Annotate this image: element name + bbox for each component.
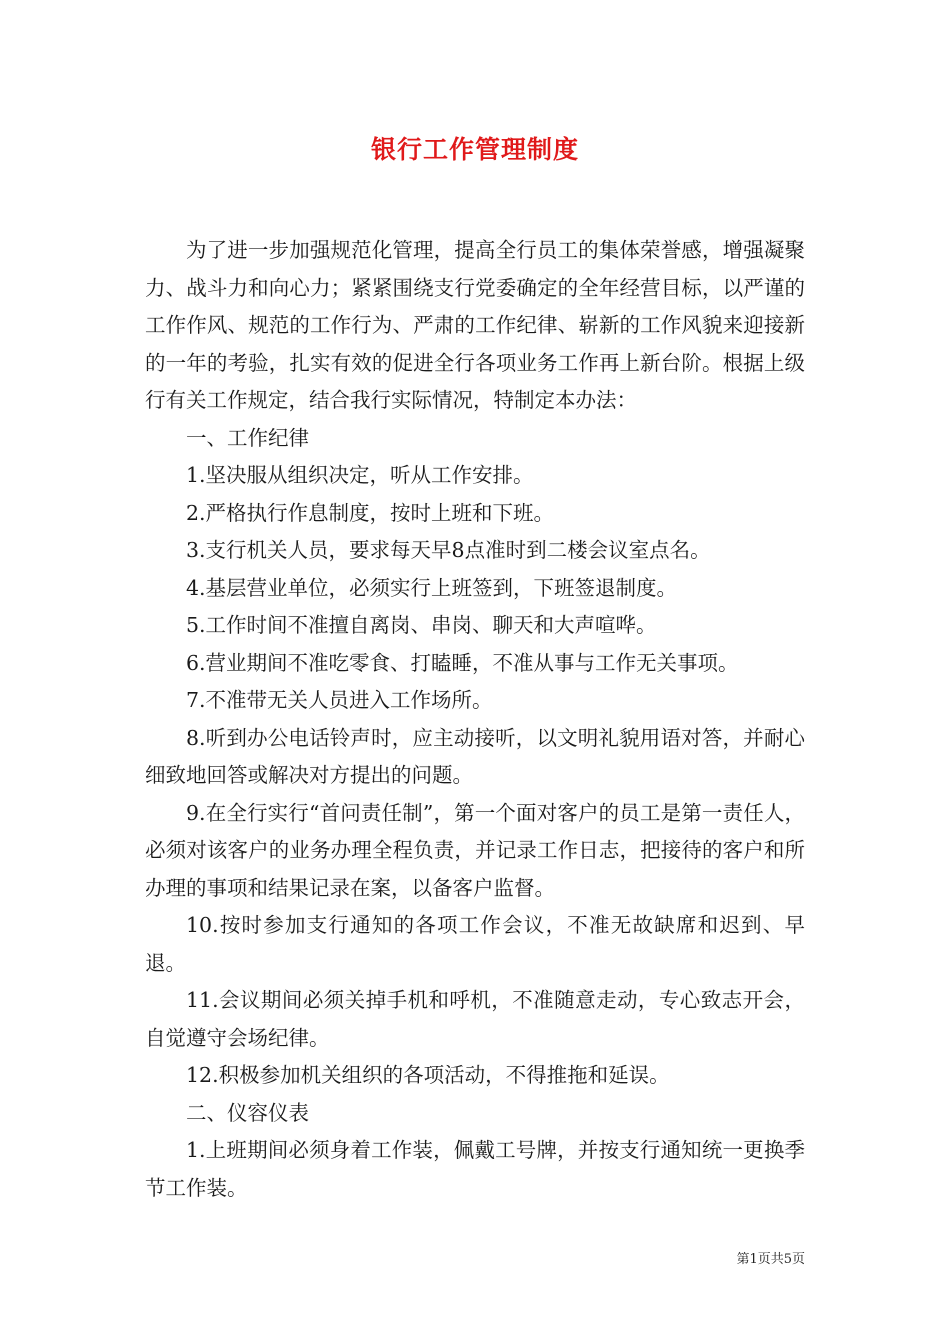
rule-item: 1.上班期间必须身着工作装，佩戴工号牌，并按支行通知统一更换季节工作装。 — [145, 1138, 805, 1200]
page-footer: 第1页共5页 — [736, 1252, 805, 1267]
rule-item: 5.工作时间不准擅自离岗、串岗、聊天和大声喧哗。 — [186, 613, 657, 637]
rule-item: 9.在全行实行“首问责任制”，第一个面对客户的员工是第一责任人，必须对该客户的业务办理全程负责，并记录工作日志，把接待的客户和所办理的事项和结果记录在案，以备客户监督。 — [145, 800, 805, 900]
rule-item: 4.基层营业单位，必须实行上班签到，下班签退制度。 — [186, 575, 678, 600]
rule-item: 1.坚决服从组织决定，听从工作安排。 — [186, 463, 534, 487]
rule-item: 8.听到办公电话铃声时，应主动接听，以文明礼貌用语对答，并耐心细致地回答或解决对方提出的问题。 — [145, 725, 805, 787]
document-body — [145, 232, 805, 1207]
rule-item: 2.严格执行作息制度，按时上班和下班。 — [186, 500, 555, 525]
section-heading-appearance: 二、仪容仪表 — [186, 1100, 309, 1125]
rule-item: 10.按时参加支行通知的各项工作会议，不准无故缺席和迟到、早退。 — [145, 913, 805, 975]
rule-item: 12.积极参加机关组织的各项活动，不得推拖和延误。 — [186, 1063, 670, 1087]
page-title: 银行工作管理制度 — [370, 135, 579, 164]
rule-item: 11.会议期间必须关掉手机和呼机，不准随意走动，专心致志开会，自觉遵守会场纪律。 — [145, 988, 805, 1050]
rule-item: 6.营业期间不准吃零食、打瞌睡，不准从事与工作无关事项。 — [186, 650, 739, 675]
rule-item: 7.不准带无关人员进入工作场所。 — [186, 688, 493, 712]
section-heading-work-discipline: 一、工作纪律 — [186, 425, 309, 450]
intro-paragraph: 为了进一步加强规范化管理，提高全行员工的集体荣誉感，增强凝聚力、战斗力和向心力；紧紧围绕支行党委确定的全年经营目标，以严谨的工作作风、规范的工作行为、严肃的工作纪律、崭新的工作风貌来迎接新的一年的考验，扎实有效的促进全行各项业务工作再上新台阶。根据上级行有关工作规定，结合我行实际情况，特制定本办法： — [145, 238, 805, 412]
rule-item: 3.支行机关人员，要求每天早8点准时到二楼会议室点名。 — [186, 538, 711, 562]
